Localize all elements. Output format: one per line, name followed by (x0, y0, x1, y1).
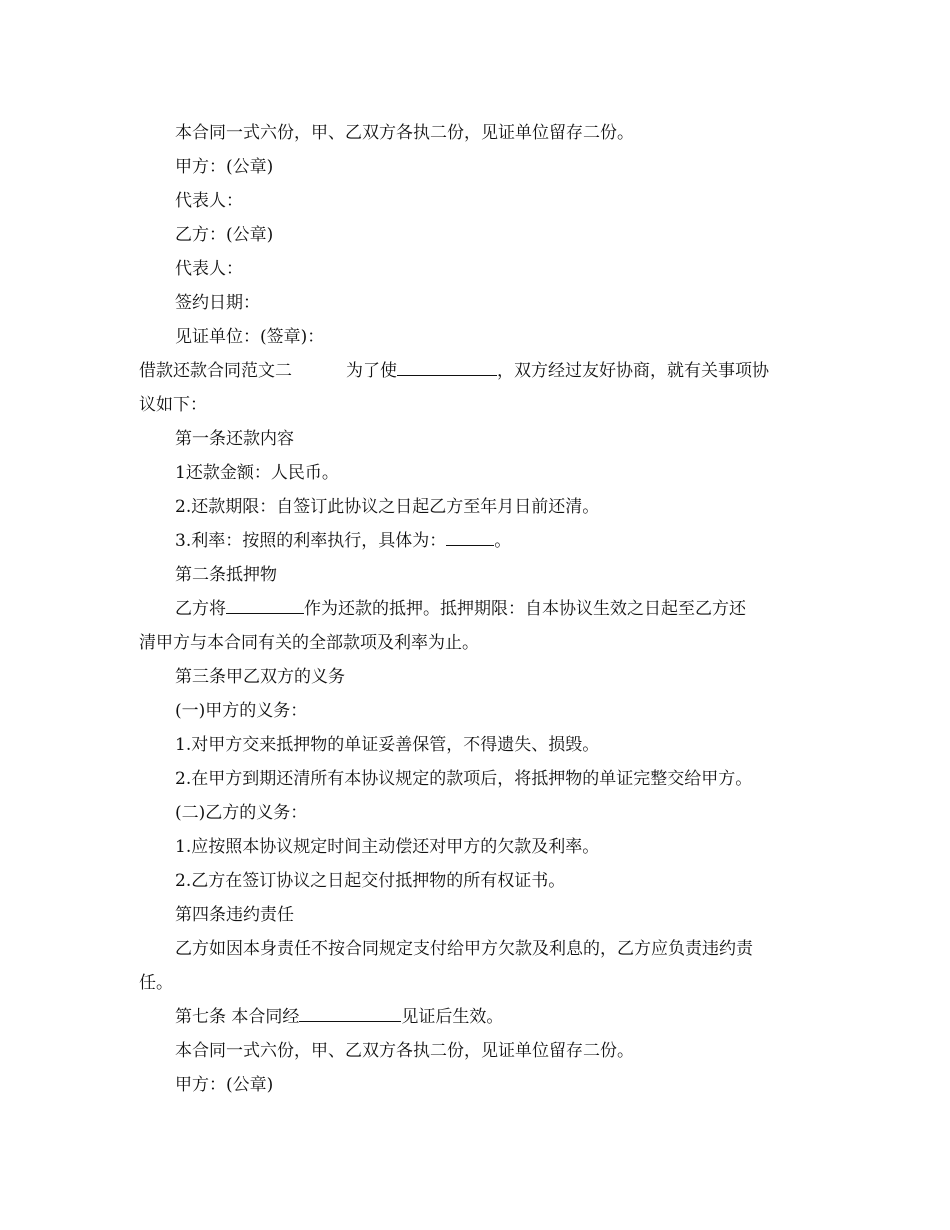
party-b-representative: 代表人： (175, 259, 243, 279)
intro-continuation: ，双方经过友好协商，就有关事项协 (497, 361, 769, 381)
repayment-term: 2.还款期限：自签订此协议之日起乙方至年月日前还清。 (175, 497, 600, 517)
party-b-obligation-1: 1.应按照本协议规定时间主动偿还对甲方的欠款及利率。 (175, 837, 600, 857)
party-b-seal: 乙方：(公章) (175, 225, 274, 245)
intro-purpose: 为了使 (346, 361, 397, 381)
collateral-lead: 乙方将 (175, 599, 226, 619)
document-body (139, 116, 819, 1102)
article-one-heading: 第一条还款内容 (175, 429, 294, 449)
contract-two-intro (139, 354, 819, 388)
signing-date: 签约日期： (175, 293, 260, 313)
party-a-seal-repeat: 甲方：(公章) (175, 1075, 274, 1095)
party-a-obligations-heading: (一)甲方的义务： (175, 701, 308, 721)
interest-rate (139, 524, 819, 558)
intro-end: 议如下： (139, 395, 207, 415)
interest-rate-text: 3.利率：按照的利率执行，具体为： (175, 531, 447, 551)
purpose-blank (397, 355, 497, 376)
collateral-blank (226, 593, 304, 614)
collateral-clause-end: 清甲方与本合同有关的全部款项及利率为止。 (139, 633, 479, 653)
article-four-heading: 第四条违约责任 (175, 905, 294, 925)
article-seven-end: 见证后生效。 (401, 1007, 504, 1027)
party-b-obligation-2: 2.乙方在签订协议之日起交付抵押物的所有权证书。 (175, 871, 566, 891)
breach-clause: 乙方如因本身责任不按合同规定支付给甲方欠款及利息的，乙方应负责违约责 (175, 939, 753, 959)
party-a-seal: 甲方：(公章) (175, 157, 274, 177)
article-seven (139, 1000, 819, 1034)
party-a-obligation-2: 2.在甲方到期还清所有本协议规定的款项后，将抵押物的单证完整交给甲方。 (175, 769, 753, 789)
article-two-heading: 第二条抵押物 (175, 565, 277, 585)
collateral-text: 作为还款的抵押。抵押期限：自本协议生效之日起至乙方还 (304, 599, 746, 619)
party-a-obligation-1: 1.对甲方交来抵押物的单证妥善保管，不得遗失、损毁。 (175, 735, 600, 755)
article-three-heading: 第三条甲乙双方的义务 (175, 667, 345, 687)
interest-rate-end: 。 (494, 531, 512, 551)
interest-rate-blank (446, 525, 494, 546)
party-a-representative: 代表人： (175, 191, 243, 211)
repayment-amount: 1还款金额：人民币。 (175, 463, 339, 483)
party-b-obligations-heading: (二)乙方的义务： (175, 803, 308, 823)
witness-unit: 见证单位：(签章)： (175, 327, 325, 347)
article-seven-lead: 第七条 本合同经 (175, 1007, 300, 1027)
collateral-clause (139, 592, 819, 626)
copies-clause-repeat: 本合同一式六份，甲、乙双方各执二份，见证单位留存二份。 (175, 1041, 634, 1061)
contract-two-title: 借款还款合同范文二 (139, 361, 292, 381)
witness-blank (299, 1001, 401, 1022)
copies-clause: 本合同一式六份，甲、乙双方各执二份，见证单位留存二份。 (175, 123, 634, 143)
breach-clause-end: 任。 (139, 973, 173, 993)
